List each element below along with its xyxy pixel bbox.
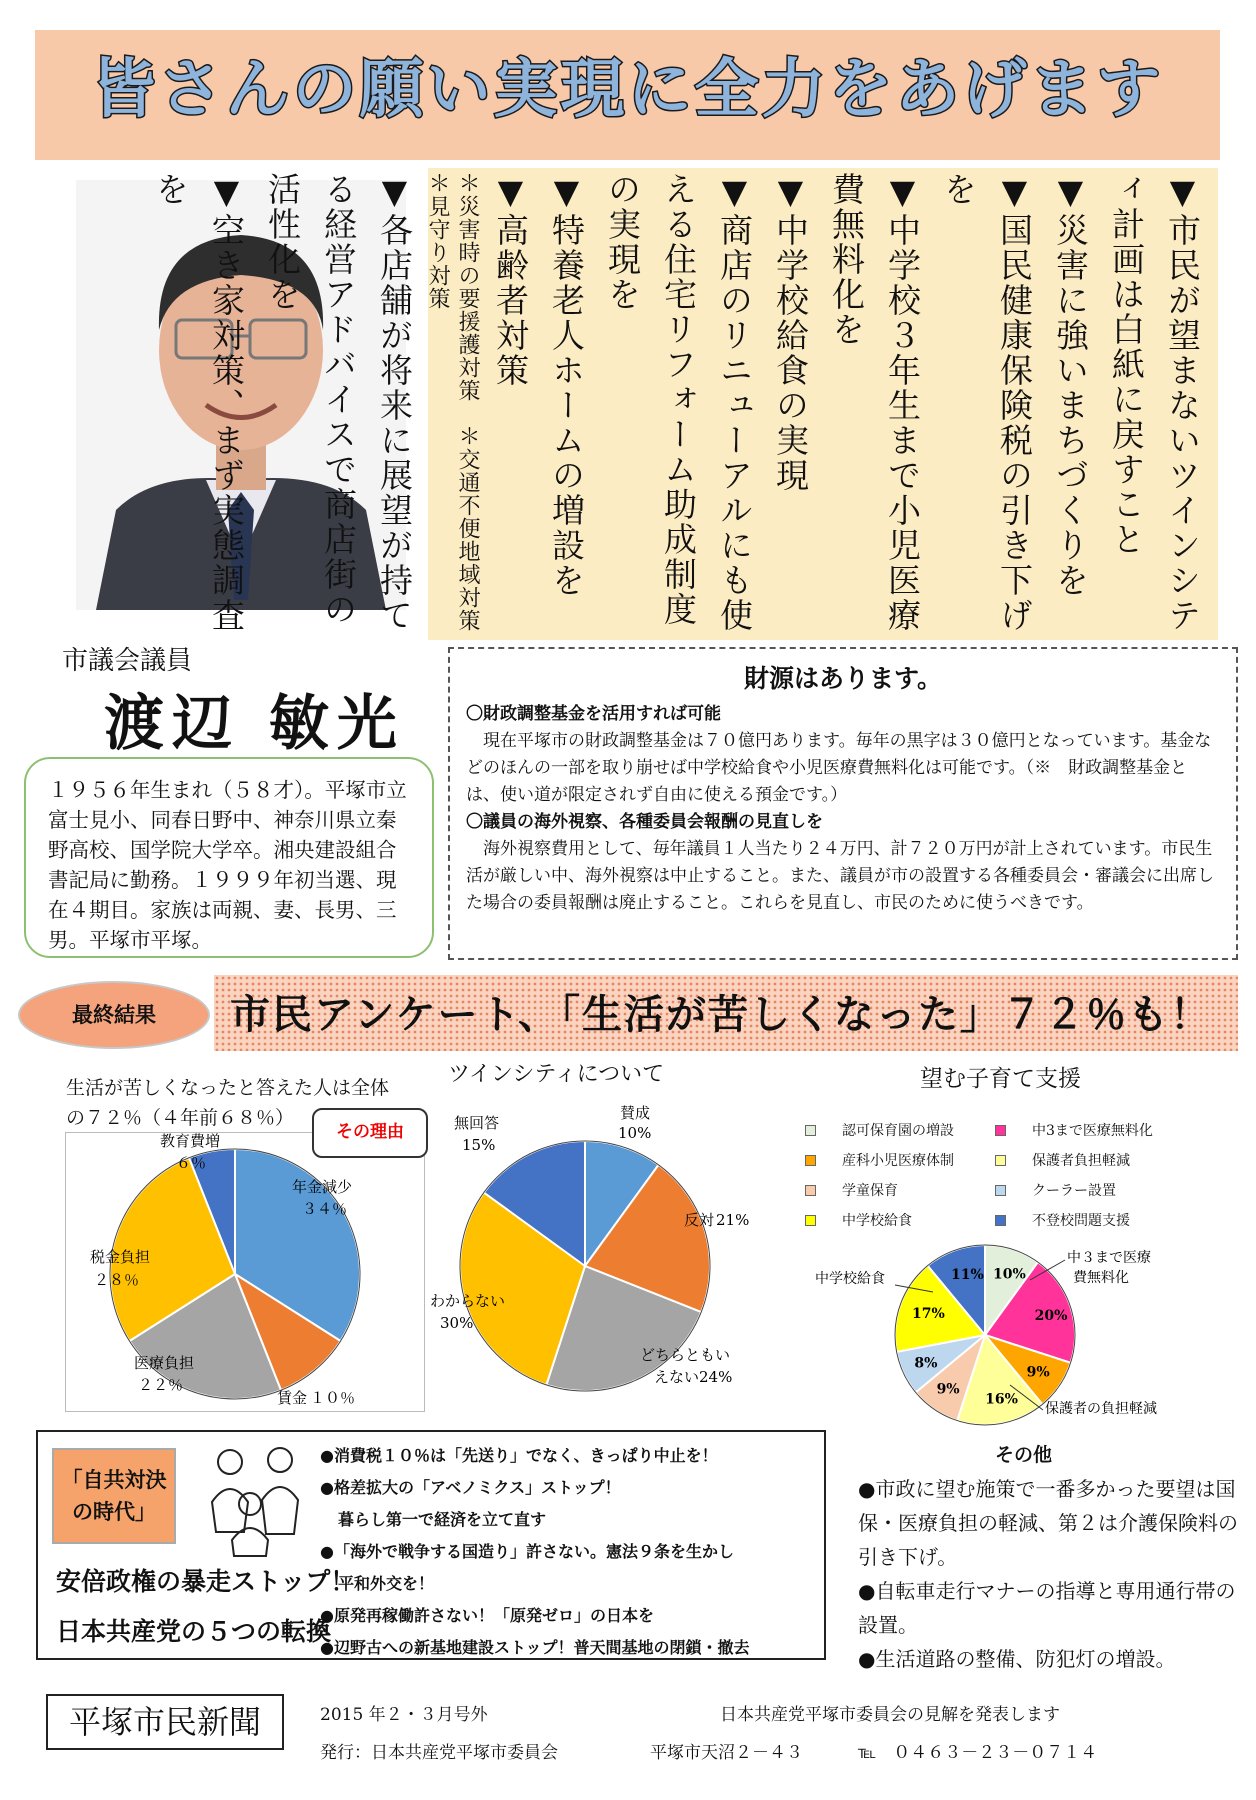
pie-callout: 費無料化	[1073, 1270, 1129, 1286]
policy-item: ●辺野古への新基地建設ストップ！普天間基地の閉鎖・撤去	[320, 1638, 750, 1657]
other-list	[858, 1472, 1238, 1676]
policy-slogan: 日本共産党の５つの転換	[56, 1617, 332, 1646]
pie-callout: 中学校給食	[815, 1271, 885, 1287]
policy-item: ●「海外で戦争する国造り」許さない。憲法９条を生かし	[320, 1542, 734, 1561]
address: 平塚市天沼２－４３	[650, 1743, 803, 1763]
pie-label: 賃金	[277, 1389, 308, 1407]
pie-value: 20%	[1034, 1307, 1068, 1324]
policy-slogan: 安倍政権の暴走ストップ！	[56, 1567, 356, 1596]
pie-label: 税金負担	[90, 1248, 151, 1266]
funding-title: 財源はあります。	[743, 664, 942, 693]
chart2-title: ツインシティについて	[448, 1062, 665, 1087]
publisher: 発行：日本共産党平塚市委員会	[320, 1743, 558, 1763]
policy-item: 暮らし第一で経済を立て直す	[338, 1510, 547, 1529]
statement: 日本共産党平塚市委員会の見解を発表します	[720, 1705, 1060, 1725]
pie-label: 賛成	[620, 1104, 651, 1122]
pledge-item: ▼中学校給食の実現	[771, 172, 810, 493]
pie-chart-twin-city	[430, 1100, 790, 1430]
funding-paragraph: 海外視察費用として、毎年議員１人当たり２４万円、計７２０万円が計上されています。市民生活が厳しい中、海外視察は中止すること。また、議員が市の設置する各種委員会・審議会に出席した場合の委員報酬は廃止すること。これらを見直し、市民のために使うべきです。	[466, 839, 1214, 913]
pie-label: 反対	[684, 1211, 715, 1229]
legend-swatch	[995, 1125, 1006, 1136]
pie-value: 8%	[914, 1355, 938, 1372]
pie-chart-childcare	[815, 1240, 1245, 1430]
legend-item: クーラー設置	[995, 1180, 1116, 1200]
other-item: ●生活道路の整備、防犯灯の増設。	[858, 1647, 1176, 1671]
pie-label: わからない	[430, 1292, 506, 1310]
pie-chart-reasons	[80, 1132, 420, 1422]
reason-callout: その理由	[312, 1108, 428, 1158]
pledge-item: ▼高齢者対策	[491, 172, 530, 388]
phone: ℡ ０４６３－２３－０７１４	[858, 1743, 1098, 1763]
legend-item: 中学校給食	[805, 1210, 912, 1230]
pie-value: ６％	[176, 1154, 207, 1172]
pie-label: 無回答	[454, 1114, 500, 1132]
pie-callout: 保護者の負担軽減	[1045, 1401, 1157, 1417]
legend-item: 認可保育園の増設	[805, 1120, 954, 1140]
people-illustration	[190, 1440, 318, 1558]
policy-item: ●格差拡大の「アベノミクス」ストップ！	[320, 1478, 621, 1497]
issue-date: 2015 年２・３月号外	[320, 1705, 488, 1725]
pledge-item: ▼中学校３年生まで小児医療費無料化を	[827, 172, 922, 633]
pie-value: ３４％	[302, 1200, 348, 1218]
candidate-role: 市議会議員	[62, 646, 193, 676]
paper-name: 平塚市民新聞	[46, 1694, 284, 1750]
legend-swatch	[805, 1155, 816, 1166]
pledge-item: ▼災害に強いまちづくりを	[1051, 172, 1090, 598]
candidate-bio: １９５６年生まれ（５８才）。平塚市立富士見小、同春日野中、神奈川県立秦野高校、国学院大学卒。湘央建設組合書記局に勤務。１９９９年初当選、現在４期目。家族は両親、妻、長男、三男。平塚市平塚。	[24, 757, 434, 958]
pledge-subitem: ＊災害時の要援護対策 ＊交通不便地域対策 ＊見守り対策	[425, 172, 480, 655]
legend-item: 中3まで医療無料化	[995, 1120, 1153, 1140]
pledge-item: ▼各店舗が将来に展望が持てる経営アドバイスで商店街の活性化を	[263, 172, 414, 633]
candidate-name: 渡辺 敏光	[104, 689, 405, 759]
pie-label: 医療負担	[134, 1354, 195, 1372]
policy-item: 平和外交を！	[338, 1574, 435, 1593]
funding-heading: 〇議員の海外視察、各種委員会報酬の見直しを	[466, 812, 823, 832]
final-result-badge: 最終結果	[18, 981, 210, 1049]
pie-label: 教育費増	[160, 1132, 221, 1150]
pledge-item: ▼市民が望まないツインシティ計画は白紙に戻すこと	[1107, 172, 1202, 633]
legend-item: 産科小児医療体制	[805, 1150, 954, 1170]
pie-label: 年金減少	[292, 1178, 353, 1196]
legend-item: 保護者負担軽減	[995, 1150, 1130, 1170]
funding-box	[448, 647, 1238, 960]
legend-swatch	[995, 1215, 1006, 1226]
pledges-list	[151, 172, 1210, 655]
chart3-title: 望む子育て支援	[920, 1066, 1081, 1092]
pledge-item: ▼特養老人ホームの増設を	[547, 172, 586, 598]
funding-heading: 〇財政調整基金を活用すれば可能	[466, 704, 721, 724]
legend-swatch	[805, 1185, 816, 1196]
pie-value: 9%	[1026, 1364, 1050, 1381]
pie-callout: 中３まで医療	[1067, 1250, 1151, 1266]
pie-value: ２８％	[94, 1271, 140, 1289]
pie-value: ２２％	[138, 1376, 184, 1394]
pie-value: 9%	[936, 1381, 960, 1398]
other-item: ●自転車走行マナーの指導と専用通行帯の設置。	[858, 1579, 1236, 1637]
headline-text: 皆さんの願い実現に全力をあげます	[91, 53, 1164, 127]
other-title: その他	[995, 1444, 1053, 1466]
pie-value: １０％	[310, 1389, 356, 1407]
legend-swatch	[995, 1155, 1006, 1166]
funding-paragraph: 現在平塚市の財政調整基金は７０億円あります。毎年の黒字は３０億円となっています。基金などのほんの一部を取り崩せば中学校給食や小児医療費無料化は可能です。（※ 財政調整基金とは、使い道が限定されず自由に使える預金です。）	[466, 731, 1212, 805]
pledge-item: ▼空き家対策、まず実態調査を	[151, 172, 246, 633]
pie-value: 11%	[951, 1267, 984, 1284]
pie-label: どちらともい	[640, 1346, 731, 1364]
pie-value: 15%	[462, 1136, 496, 1154]
legend-swatch	[995, 1185, 1006, 1196]
policy-list	[320, 1440, 820, 1664]
pie-value: 21%	[716, 1211, 750, 1229]
pie-value: 17%	[912, 1306, 945, 1323]
legend-item: 学童保育	[805, 1180, 898, 1200]
legend-swatch	[805, 1125, 816, 1136]
chart1-title: 生活が苦しくなったと答えた人は全体の７２％（４年前６８％）	[66, 1077, 390, 1129]
era-badge: 「自共対決の時代」	[52, 1448, 176, 1544]
pie-value: 16%	[985, 1391, 1018, 1408]
policy-item: ●原発再稼働許さない！「原発ゼロ」の日本を	[320, 1606, 654, 1625]
policy-item: ●消費税１０％は「先送り」でなく、きっぱり中止を！	[320, 1446, 718, 1465]
other-item: ●市政に望む施策で一番多かった要望は国保・医療負担の軽減、第２は介護保険料の引き下げ。	[858, 1477, 1238, 1569]
survey-title: 市民アンケート、「生活が苦しくなった」７２％も！	[230, 992, 1212, 1038]
pledge-item: ▼商店のリニューアルにも使える住宅リフォーム助成制度の実現を	[603, 172, 754, 633]
legend-swatch	[805, 1215, 816, 1226]
pie-label: えない24%	[654, 1368, 733, 1386]
pie-value: 30%	[440, 1314, 474, 1332]
pledge-item: ▼国民健康保険税の引き下げを	[939, 172, 1034, 633]
legend-item: 不登校問題支援	[995, 1210, 1130, 1230]
pie-value: 10%	[618, 1124, 652, 1142]
pie-value: 10%	[993, 1266, 1026, 1283]
